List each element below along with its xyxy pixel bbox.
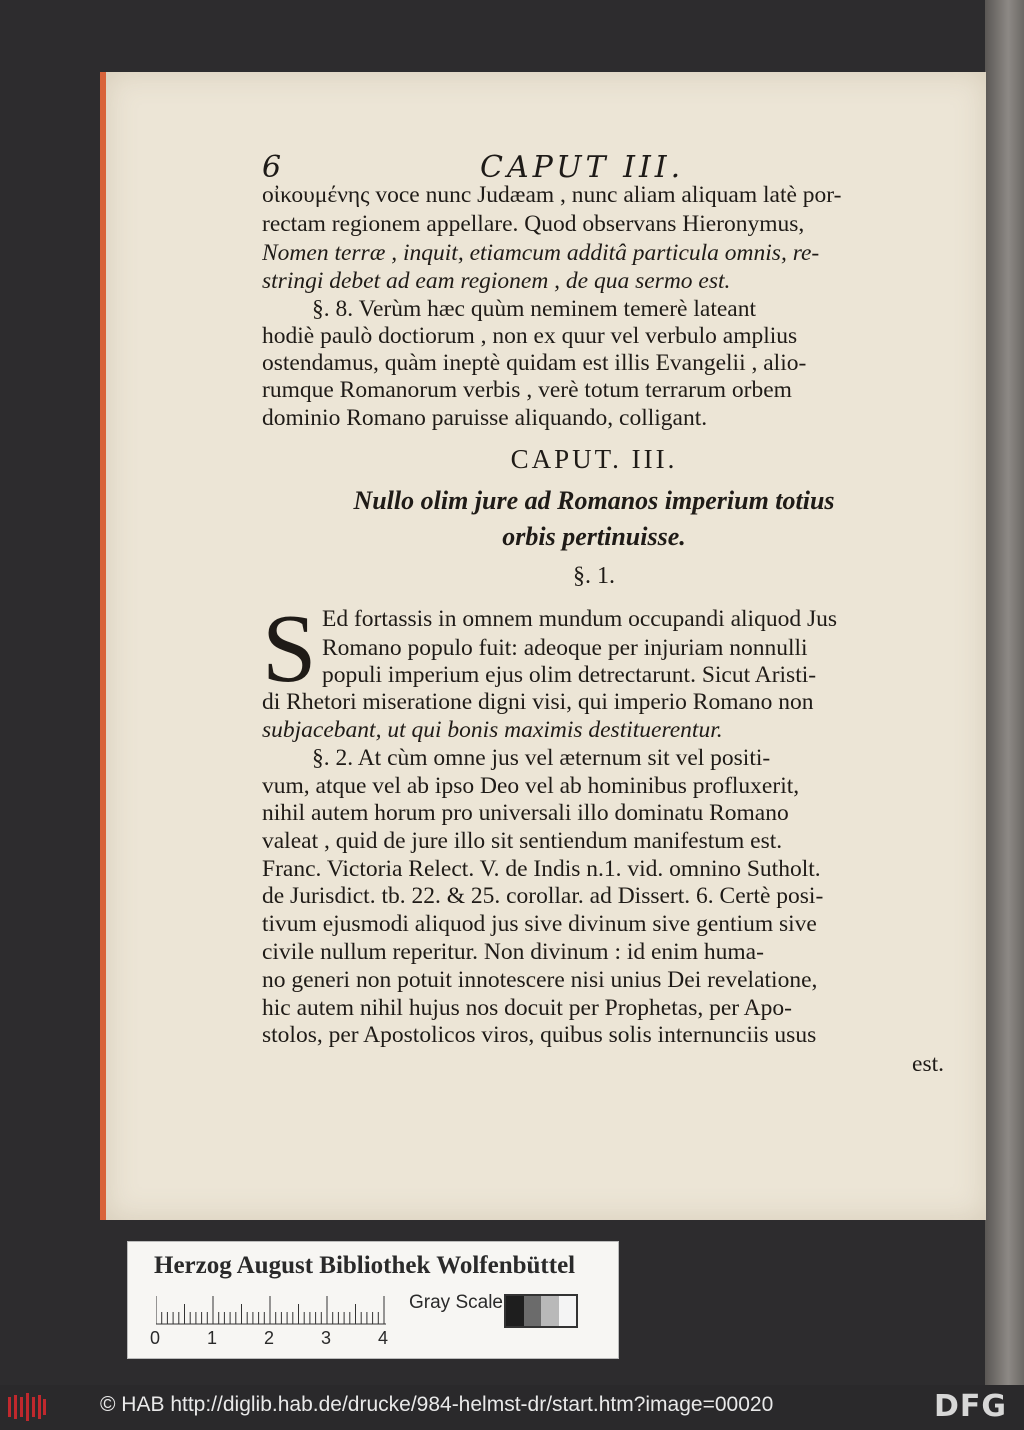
gray-swatch bbox=[524, 1296, 542, 1326]
footer-copyright: © HAB http://diglib.hab.de/drucke/984-helmst-dr/start.htm?image=00020 bbox=[100, 1393, 774, 1416]
ruler-icon bbox=[156, 1294, 406, 1326]
gray-swatch bbox=[559, 1296, 577, 1326]
text-line: rectam regionem appellare. Quod observans Hieronymus, bbox=[262, 211, 805, 237]
text-line: tivum ejusmodi aliquod jus sive divinum sive gentium sive bbox=[262, 911, 817, 937]
text-line: civile nullum reperitur. Non divinum : id enim huma- bbox=[262, 939, 764, 965]
ruler-number: 4 bbox=[378, 1328, 389, 1348]
gray-scale-label: Gray Scale bbox=[409, 1292, 503, 1313]
text-line: di Rhetori miseratione digni visi, qui imperio Romano non bbox=[262, 689, 814, 715]
library-name: Herzog August Bibliothek Wolfenbüttel bbox=[154, 1252, 576, 1279]
gray-scale-swatches bbox=[504, 1294, 578, 1328]
dfg-logo: DFG bbox=[934, 1389, 1008, 1424]
gray-swatch bbox=[541, 1296, 559, 1326]
page-number: 6 bbox=[262, 150, 282, 185]
text-line: rumque Romanorum verbis , verè totum terrarum orbem bbox=[262, 377, 792, 403]
adjacent-page-edge bbox=[985, 0, 1024, 1385]
page-header bbox=[262, 150, 922, 186]
text-line: subjacebant, ut qui bonis maximis destituerentur. bbox=[262, 717, 723, 743]
ruler-number: 3 bbox=[321, 1328, 332, 1348]
chapter-title: orbis pertinuisse. bbox=[502, 522, 686, 551]
ruler-number: 0 bbox=[150, 1328, 161, 1348]
text-line: Franc. Victoria Relect. V. de Indis n.1. vid. omnino Sutholt. bbox=[262, 856, 821, 882]
library-scale-label bbox=[127, 1241, 619, 1359]
gray-swatch bbox=[506, 1296, 524, 1326]
text-line: §. 8. Verùm hæc quùm neminem temerè lateant bbox=[312, 296, 756, 322]
chapter-title: Nullo olim jure ad Romanos imperium totius bbox=[353, 486, 835, 515]
running-head: CAPUT III. bbox=[480, 150, 685, 185]
ruler-number: 1 bbox=[207, 1328, 218, 1348]
text-line: Nomen terræ , inquit, etiamcum additâ particula omnis, re- bbox=[262, 240, 820, 266]
chapter-heading: CAPUT. III. bbox=[510, 444, 678, 474]
text-line: valeat , quid de jure illo sit sentiendum manifestum est. bbox=[262, 828, 783, 854]
text-line: no generi non potuit innotescere nisi unius Dei revelatione, bbox=[262, 967, 818, 993]
text-line: ostendamus, quàm ineptè quidam est illis Evangelii , alio- bbox=[262, 350, 807, 376]
ruler-number: 2 bbox=[264, 1328, 275, 1348]
text-line: nihil autem horum pro universali illo dominatu Romano bbox=[262, 800, 789, 826]
text-line: hic autem nihil hujus nos docuit per Prophetas, per Apo- bbox=[262, 995, 792, 1021]
text-line: stringi debet ad eam regionem , de qua sermo est. bbox=[262, 268, 731, 294]
hab-logo-icon bbox=[8, 1393, 46, 1421]
text-line: populi imperium ejus olim detrectarunt. Sicut Aristi- bbox=[322, 662, 817, 688]
text-line: οἰκουμένης voce nunc Judæam , nunc aliam aliquam latè por- bbox=[262, 182, 842, 208]
drop-cap: S bbox=[262, 595, 317, 703]
text-line: de Jurisdict. tb. 22. & 25. corollar. ad Dissert. 6. Certè posi- bbox=[262, 883, 824, 909]
catchword: est. bbox=[912, 1051, 944, 1077]
section-mark: §. 1. bbox=[573, 563, 615, 589]
text-line: stolos, per Apostolicos viros, quibus solis internunciis usus bbox=[262, 1022, 817, 1048]
text-line: dominio Romano paruisse aliquando, colligant. bbox=[262, 405, 708, 431]
text-line: Romano populo fuit: adeoque per injuriam nonnulli bbox=[322, 635, 808, 661]
text-line: Ed fortassis in omnem mundum occupandi aliquod Jus bbox=[322, 606, 837, 632]
text-line: hodiè paulò doctiorum , non ex quur vel verbulo amplius bbox=[262, 323, 798, 349]
text-line: vum, atque vel ab ipso Deo vel ab hominibus profluxerit, bbox=[262, 773, 800, 799]
text-line: §. 2. At cùm omne jus vel æternum sit vel positi- bbox=[312, 745, 771, 771]
footer-bar bbox=[0, 1385, 1024, 1430]
